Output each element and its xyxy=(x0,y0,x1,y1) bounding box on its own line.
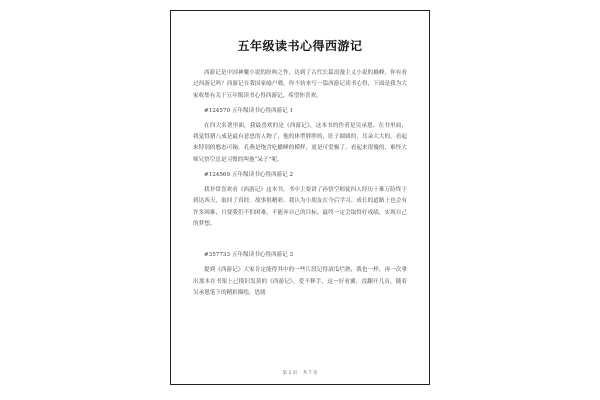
section-heading-3: #357733 五年级读书心得西游记 3 xyxy=(204,252,294,259)
section-heading-2: #124569 五年级读书心得西游记 2 xyxy=(204,172,294,179)
section-body-2: 我非常喜欢看《西游记》这本书，书中主要讲了孙悟空师徒四人经历十难万险终于到达西天，取回了真经。故事很精彩。我认为小朋友在今后学习、成长的道路上也会有许多困难，只要我们不怕困难，不能弃自己的目标，最终一定会取得好成绩，实现自己的梦想。 xyxy=(193,187,407,227)
document-title: 五年级读书心得西游记 xyxy=(237,39,363,53)
page-total: 共 7 页 xyxy=(302,371,318,376)
intro-paragraph: 西游记是中国神魔小说的经典之作，达到了古代长篇浪漫主义小说的巅峰，你有看过西游记吗？西游记在我国家喻户晓，你不妨来写一篇西游记读书心得，下面是我为大家收集有关于五年级读书心得西游记，希望你喜欢。 xyxy=(193,70,407,99)
document-page xyxy=(170,10,430,385)
section-heading-1: #124570 五年级读书心得西游记 1 xyxy=(204,107,294,114)
section-gap xyxy=(193,234,407,248)
page-footer xyxy=(171,370,429,376)
page-number: 第 2 页 xyxy=(282,371,298,376)
section-body-3: 提到《西游记》大家肯定能得其中的一些片段记得滚瓜烂熟，我也一样，再一次拿出那本在书架上已摸旧发黄的《西游记》，爱不释手，这一好看翼，没翻开几页，随着吴承恩笔下的精彩描绘，思绪 xyxy=(193,267,407,296)
document-content xyxy=(193,37,407,303)
section-body-1: 在四大名著里面，我最喜欢的是《西游记》，这本书的作者是吴承恩。在书里面，我觉得猪八戒是最有意思的人物了，他的体型胖胖的，肚子圆圆的，耳朵大大的，看起来特别的憨态可掬。孔燕是饱含吃辙睡的模样，更是可爱极了。看起来很傻的，难怪大师兄悟空总是习惯的叫他“呆子”呢。 xyxy=(193,122,407,163)
